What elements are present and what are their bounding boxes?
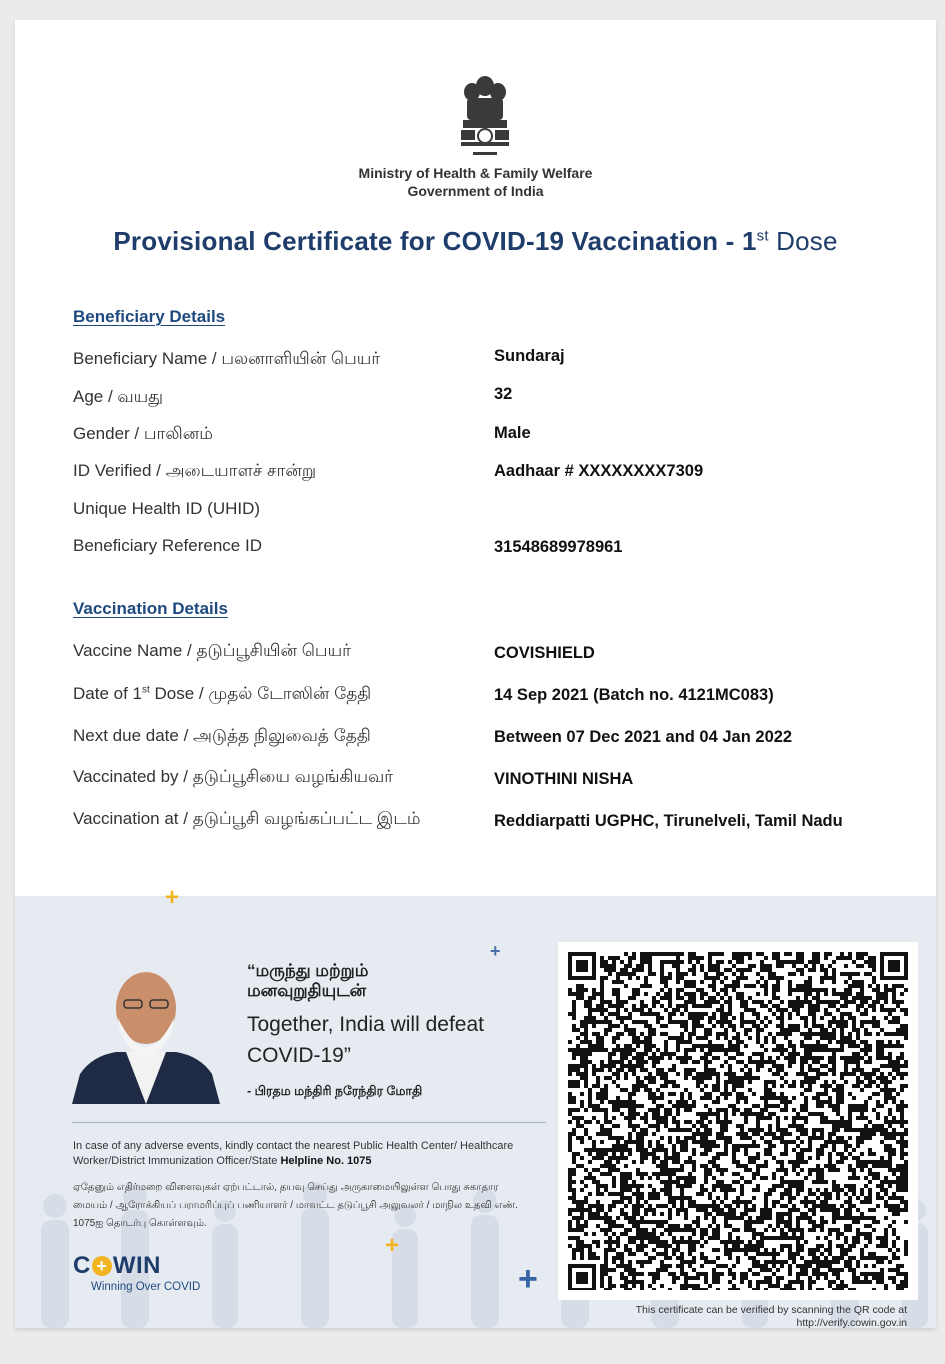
- quote-tamil: “மருந்து மற்றும் மனவுறுதியுடன்: [247, 961, 369, 1000]
- quote-attribution: - பிரதம மந்திரி நரேந்திர மோதி: [247, 1084, 423, 1098]
- national-emblem-icon: [455, 72, 515, 164]
- prime-minister-portrait-icon: [72, 956, 220, 1104]
- id-verified-label: ID Verified / அடையாளச் சான்று: [73, 461, 317, 480]
- certificate-card: [15, 20, 936, 1328]
- beneficiary-name-label: Beneficiary Name / பலனாளியின் பெயர்: [73, 349, 381, 368]
- beneficiary-name-value: Sundaraj: [494, 347, 565, 365]
- dose-date-label: Date of 1st Dose / முதல் டோஸின் தேதி: [73, 684, 372, 703]
- vaccine-name-value: COVISHIELD: [494, 644, 595, 662]
- gender-value: Male: [494, 424, 531, 442]
- reference-id-value: 31548689978961: [494, 538, 623, 556]
- plus-decoration-icon: +: [518, 1260, 538, 1298]
- age-value: 32: [494, 385, 513, 403]
- vaccination-section-title: Vaccination Details: [73, 599, 228, 618]
- gender-label: Gender / பாலினம்: [73, 424, 213, 443]
- next-due-label: Next due date / அடுத்த நிலுவைத் தேதி: [73, 726, 371, 745]
- plus-decoration-icon: +: [490, 941, 501, 961]
- footer-divider: [72, 1122, 546, 1123]
- vaccinated-at-value: Reddiarpatti UGPHC, Tirunelveli, Tamil Nadu: [494, 812, 843, 830]
- cowin-tagline: Winning Over COVID: [91, 1281, 201, 1293]
- certificate-title: Provisional Certificate for COVID-19 Vaccination - 1st Dose: [113, 226, 838, 256]
- government-name: Government of India: [407, 183, 544, 199]
- vaccine-name-label: Vaccine Name / தடுப்பூசியின் பெயர்: [73, 641, 352, 660]
- plus-decoration-icon: +: [165, 884, 180, 911]
- vaccinated-at-label: Vaccination at / தடுப்பூசி வழங்கப்பட்ட இடம்: [73, 809, 421, 828]
- plus-decoration-icon: +: [385, 1232, 400, 1259]
- ministry-name: Ministry of Health & Family Welfare: [358, 165, 593, 181]
- dose-date-value: 14 Sep 2021 (Batch no. 4121MC083): [494, 686, 774, 704]
- cowin-logo: C + WIN: [73, 1252, 161, 1279]
- qr-code-container: [558, 942, 918, 1300]
- footer-band: [15, 884, 936, 1328]
- vaccinated-by-label: Vaccinated by / தடுப்பூசியை வழங்கியவர்: [73, 767, 394, 786]
- next-due-value: Between 07 Dec 2021 and 04 Jan 2022: [494, 728, 793, 746]
- adverse-event-notice-english: In case of any adverse events, kindly contact the nearest Public Health Center/ Healthcare Worker/District Immunization Officer/State Helpline No. 1075: [73, 1140, 514, 1167]
- beneficiary-section-title: Beneficiary Details: [73, 307, 226, 326]
- quote-english: Together, India will defeat COVID-19”: [247, 1013, 484, 1067]
- vaccinated-by-value: VINOTHINI NISHA: [494, 770, 634, 788]
- id-verified-value: Aadhaar # XXXXXXXX7309: [494, 462, 704, 480]
- qr-code-icon: [568, 952, 908, 1290]
- verify-instructions: This certificate can be verified by scanning the QR code at http://verify.cowin.gov.in: [635, 1304, 907, 1328]
- age-label: Age / வயது: [73, 387, 164, 406]
- reference-id-label: Beneficiary Reference ID: [73, 536, 262, 555]
- uhid-label: Unique Health ID (UHID): [73, 499, 261, 518]
- adverse-event-notice-tamil: ஏதேனும் எதிர்மறை விளைவுகள் ஏற்பட்டால், தயவு செய்து அருகாமையிலுள்ள பொது சுகாதார மையம் / ஆரோக்கியப் பராமரிப்புப் பணியாளர் / மாவட்ட தடுப்பூசி அலுவலர் / மாநில உதவி எண். 1075ஐ தொடர்பு கொள்ளவும்.: [73, 1182, 518, 1229]
